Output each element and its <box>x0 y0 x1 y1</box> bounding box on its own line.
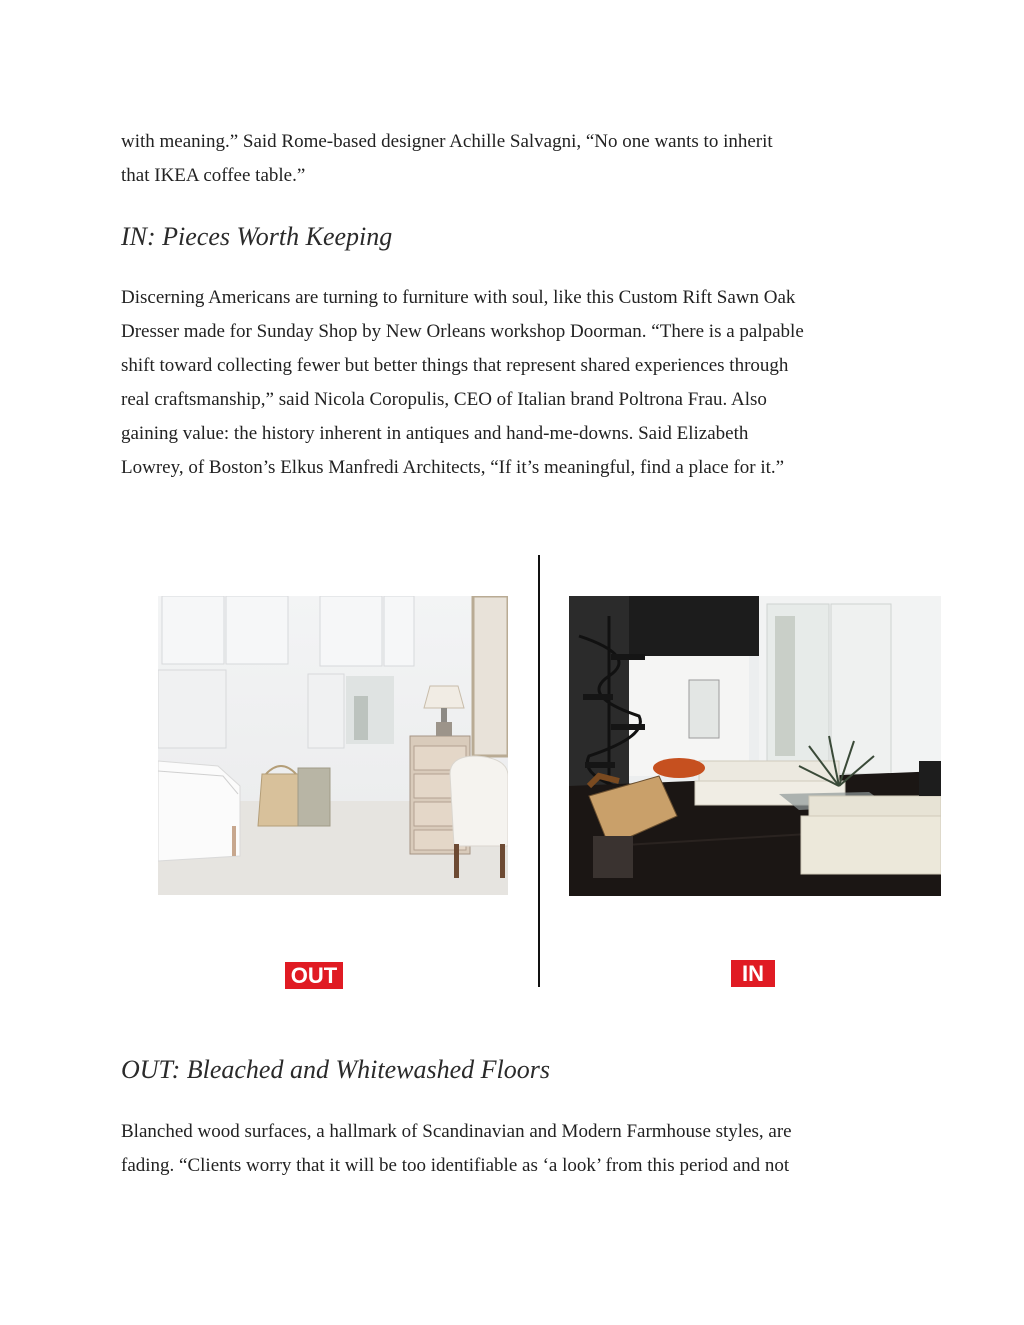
section-heading-out: OUT: Bleached and Whitewashed Floors <box>121 1055 550 1084</box>
paragraph-line: fading. “Clients worry that it will be too identifiable as ‘a look’ from this period and not <box>121 1155 790 1176</box>
in-label <box>731 960 775 987</box>
section-heading-in: IN: Pieces Worth Keeping <box>121 222 393 251</box>
paragraph-line: Dresser made for Sunday Shop by New Orleans workshop Doorman. “There is a palpable <box>121 321 804 342</box>
section-out-paragraph <box>121 1115 921 1183</box>
in-label-text: IN <box>742 961 764 986</box>
out-label-text: OUT <box>290 963 338 988</box>
in-room-photo <box>569 596 941 896</box>
paragraph-line: Blanched wood surfaces, a hallmark of Scandinavian and Modern Farmhouse styles, are <box>121 1121 792 1142</box>
paragraph-line: Lowrey, of Boston’s Elkus Manfredi Architects, “If it’s meaningful, find a place for it.” <box>121 457 785 478</box>
intro-line: with meaning.” Said Rome-based designer Achille Salvagni, “No one wants to inherit <box>121 131 773 152</box>
intro-line: that IKEA coffee table.” <box>121 165 306 186</box>
paragraph-line: gaining value: the history inherent in antiques and hand-me-downs. Said Elizabeth <box>121 423 749 444</box>
paragraph-line: Discerning Americans are turning to furniture with soul, like this Custom Rift Sawn Oak <box>121 287 796 308</box>
paragraph-line: shift toward collecting fewer but better things that represent shared experiences through <box>121 355 789 376</box>
out-room-photo <box>158 596 508 895</box>
section-in-paragraph <box>121 281 921 485</box>
paragraph-line: real craftsmanship,” said Nicola Coropulis, CEO of Italian brand Poltrona Frau. Also <box>121 389 767 410</box>
out-label <box>285 962 343 989</box>
comparison-divider <box>538 555 540 987</box>
intro-paragraph <box>121 125 921 193</box>
